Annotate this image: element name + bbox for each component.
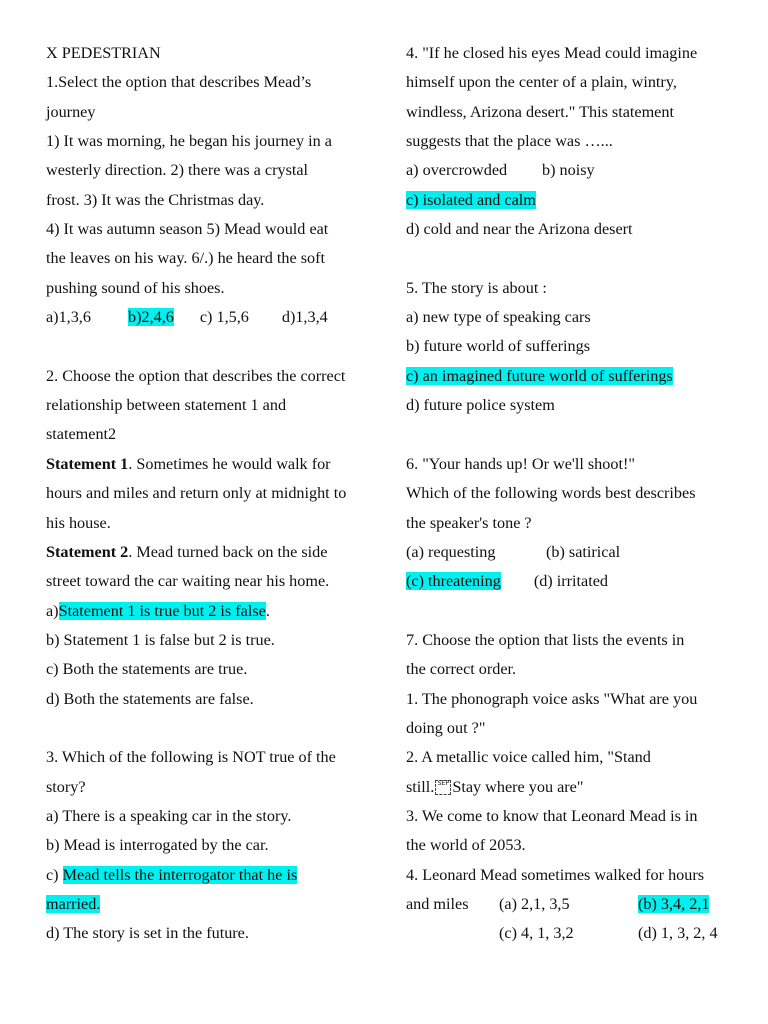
q6-text: the speaker's tone ? [406, 513, 532, 532]
q3-text: 3. Which of the following is NOT true of the [46, 748, 336, 767]
q7-options-cd [406, 919, 751, 948]
q4-option-b: b) noisy [542, 161, 595, 180]
q7-event-1: doing out ?" [406, 718, 486, 737]
q1-text: 4) It was autumn season 5) Mead would eat [46, 220, 329, 239]
q7-option-c: (c) 4, 1, 3,2 [499, 924, 574, 943]
q7-event-4: 4. Leonard Mead sometimes walked for hours [406, 865, 705, 884]
q7-event-2: still. SEP Stay where you are" [406, 777, 584, 796]
q2-text: relationship between statement 1 and [46, 396, 287, 415]
q6-option-b: (b) satirical [546, 542, 621, 561]
q2-option-b: b) Statement 1 is false but 2 is true. [46, 630, 275, 649]
q7-event-3: the world of 2053. [406, 836, 526, 855]
q5-option-c-answer: c) an imagined future world of sufferings [406, 366, 673, 385]
q5-option-b: b) future world of sufferings [406, 337, 591, 356]
q2-text: 2. Choose the option that describes the correct [46, 366, 346, 385]
q1-text: 1) It was morning, he began his journey in a [46, 132, 332, 151]
q2-option-a-answer: Statement 1 is true but 2 is false [58, 601, 266, 620]
q1-option-b-answer: b)2,4,6 [128, 308, 174, 327]
q3-option-d: d) The story is set in the future. [46, 924, 249, 943]
q7-option-a: (a) 2,1, 3,5 [499, 894, 570, 913]
statement-1-label: Statement 1 [46, 454, 129, 473]
q4-option-c [406, 186, 751, 215]
q7-text: 7. Choose the option that lists the events in [406, 630, 685, 649]
left-column [46, 39, 391, 949]
q3-option-a: a) There is a speaking car in the story. [46, 806, 292, 825]
q6-option-d: (d) irritated [533, 572, 608, 591]
q4-text: himself upon the center of a plain, wintry, [406, 73, 677, 92]
q6-text: 6. "Your hands up! Or we'll shoot!" [406, 454, 635, 473]
q6-option-c-answer: (c) threatening [406, 572, 501, 591]
q7-option-d: (d) 1, 3, 2, 4 [638, 924, 718, 943]
q6-option-a: (a) requesting [406, 542, 496, 561]
q3-option-b: b) Mead is interrogated by the car. [46, 836, 269, 855]
q7-event-1: 1. The phonograph voice asks "What are you [406, 689, 698, 708]
q5-text: 5. The story is about : [406, 278, 547, 297]
q7-event-2: 2. A metallic voice called him, "Stand [406, 748, 651, 767]
q1-text: 1.Select the option that describes Mead’s [46, 73, 312, 92]
statement-2-text: street toward the car waiting near his home. [46, 572, 330, 591]
q1-text: westerly direction. 2) there was a crystal [46, 161, 309, 180]
q4-options-ab [406, 156, 751, 185]
q7-options-ab: and miles (a) 2,1, 3,5 (b) 3,4, 2,1 [406, 890, 751, 919]
q1-text: frost. 3) It was the Christmas day. [46, 190, 265, 209]
document-title: X PEDESTRIAN [46, 44, 161, 62]
q6-text: Which of the following words best describes [406, 484, 696, 503]
right-column [406, 39, 751, 949]
q3-option-c: c) Mead tells the interrogator that he is [46, 865, 298, 884]
q3-option-c-cont [46, 890, 391, 919]
q4-text: windless, Arizona desert." This statement [406, 102, 674, 121]
q5-option-d: d) future police system [406, 396, 555, 415]
q6-options-ab [406, 538, 751, 567]
q2-option-d: d) Both the statements are false. [46, 689, 254, 708]
q7-option-b-answer: (b) 3,4, 2,1 [638, 894, 710, 913]
sep-glyph-icon: SEP [435, 780, 451, 795]
q3-option-c-answer: married. [46, 894, 101, 913]
q5-option-c [406, 362, 751, 391]
statement-1: Statement 1. Sometimes he would walk for [46, 454, 331, 473]
q2-option-a: a)Statement 1 is true but 2 is false. [46, 601, 270, 620]
q1-options [46, 303, 391, 332]
q1-option-a: a)1,3,6 [46, 308, 91, 327]
q7-text: the correct order. [406, 660, 517, 679]
statement-2-label: Statement 2 [46, 542, 129, 561]
q4-option-d: d) cold and near the Arizona desert [406, 220, 633, 239]
q4-text: 4. "If he closed his eyes Mead could imagine [406, 44, 698, 62]
q3-option-c-answer: Mead tells the interrogator that he is [62, 865, 298, 884]
q6-options-cd [406, 567, 751, 596]
q4-option-c-answer: c) isolated and calm [406, 190, 536, 209]
statement-1-text: his house. [46, 513, 111, 532]
q4-option-a: a) overcrowded [406, 161, 508, 180]
q1-text: the leaves on his way. 6/.) he heard the soft [46, 249, 325, 268]
q2-text: statement2 [46, 425, 117, 444]
q2-option-c: c) Both the statements are true. [46, 660, 248, 679]
q1-option-d: d)1,3,4 [281, 308, 328, 327]
statement-2: Statement 2. Mead turned back on the side [46, 542, 328, 561]
q7-event-3: 3. We come to know that Leonard Mead is in [406, 806, 698, 825]
q3-text: story? [46, 777, 86, 796]
q1-option-c: c) 1,5,6 [199, 308, 249, 327]
q1-text: pushing sound of his shoes. [46, 278, 225, 297]
q1-text: journey [46, 102, 96, 121]
statement-1-text: hours and miles and return only at midnight to [46, 484, 347, 503]
q4-text: suggests that the place was …... [406, 132, 613, 151]
q5-option-a: a) new type of speaking cars [406, 308, 591, 327]
